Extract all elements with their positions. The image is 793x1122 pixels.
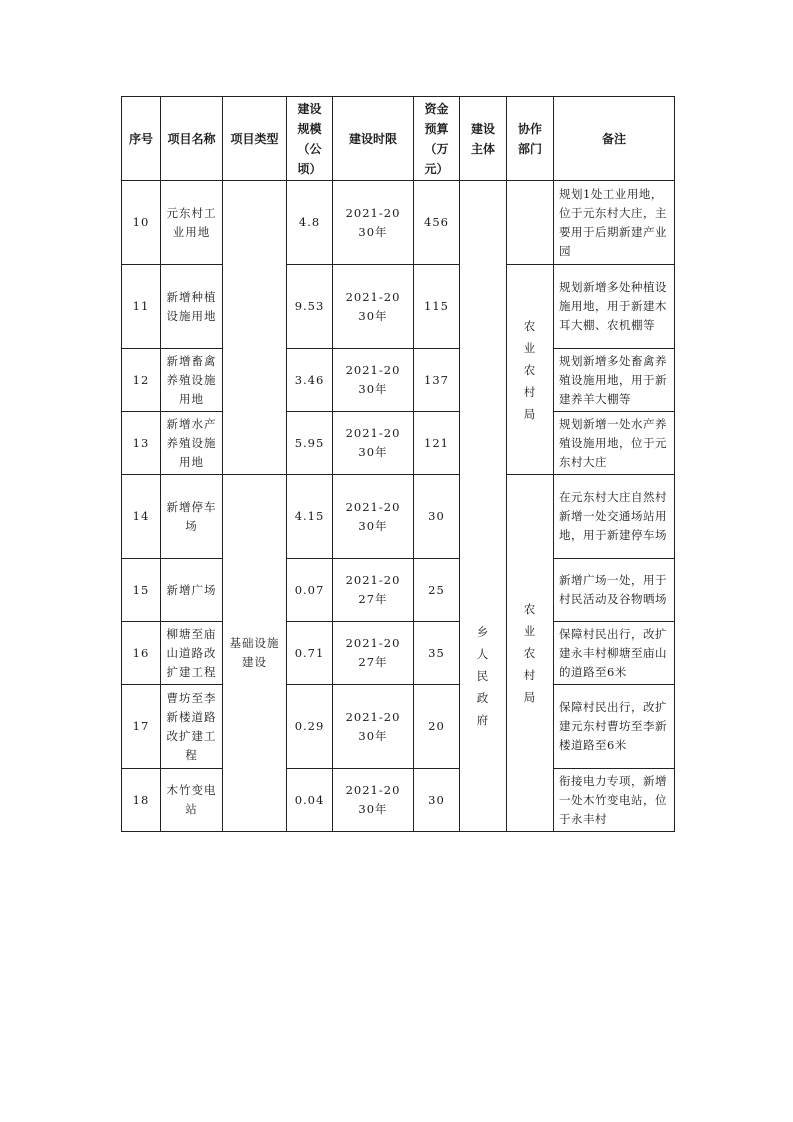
cell-period: 2021-2030年 (333, 265, 414, 349)
cell-seq: 15 (122, 559, 161, 622)
header-owner: 建设主体 (460, 97, 507, 181)
cell-note: 衔接电力专项，新增一处木竹变电站，位于永丰村 (554, 769, 675, 832)
cell-type-group: 基础设施建设 (223, 475, 287, 832)
cell-scale: 5.95 (287, 412, 333, 475)
cell-scale: 0.29 (287, 685, 333, 769)
cell-period: 2021-2027年 (333, 559, 414, 622)
cell-coop-empty (507, 181, 554, 265)
cell-scale: 4.8 (287, 181, 333, 265)
cell-seq: 14 (122, 475, 161, 559)
header-period: 建设时限 (333, 97, 414, 181)
table-row (122, 559, 675, 622)
cell-note: 保障村民出行，改扩建元东村曹坊至李新楼道路至6米 (554, 685, 675, 769)
cell-note: 规划新增多处种植设施用地，用于新建木耳大棚、农机棚等 (554, 265, 675, 349)
header-row (122, 97, 675, 181)
table-row (122, 412, 675, 475)
cell-scale: 0.04 (287, 769, 333, 832)
cell-type-group (223, 181, 287, 475)
cell-period: 2021-2030年 (333, 685, 414, 769)
cell-period: 2021-2030年 (333, 181, 414, 265)
project-table (121, 96, 675, 832)
cell-name: 新增停车场 (161, 475, 223, 559)
table-row (122, 181, 675, 265)
cell-scale: 3.46 (287, 349, 333, 412)
header-budget: 资金预算（万元） (414, 97, 460, 181)
cell-scale: 0.07 (287, 559, 333, 622)
cell-budget: 30 (414, 475, 460, 559)
cell-name: 柳塘至庙山道路改扩建工程 (161, 622, 223, 685)
cell-period: 2021-2027年 (333, 622, 414, 685)
table-row (122, 349, 675, 412)
cell-name: 木竹变电站 (161, 769, 223, 832)
cell-seq: 16 (122, 622, 161, 685)
cell-name: 元东村工业用地 (161, 181, 223, 265)
cell-period: 2021-2030年 (333, 412, 414, 475)
cell-budget: 456 (414, 181, 460, 265)
cell-scale: 9.53 (287, 265, 333, 349)
cell-budget: 121 (414, 412, 460, 475)
header-scale: 建设规模（公顷） (287, 97, 333, 181)
cell-budget: 115 (414, 265, 460, 349)
cell-note: 规划新增多处畜禽养殖设施用地，用于新建养羊大棚等 (554, 349, 675, 412)
cell-seq: 17 (122, 685, 161, 769)
header-note: 备注 (554, 97, 675, 181)
cell-name: 曹坊至李新楼道路改扩建工程 (161, 685, 223, 769)
table-row (122, 622, 675, 685)
cell-seq: 11 (122, 265, 161, 349)
header-name: 项目名称 (161, 97, 223, 181)
cell-scale: 0.71 (287, 622, 333, 685)
cell-budget: 20 (414, 685, 460, 769)
cell-budget: 35 (414, 622, 460, 685)
cell-name: 新增种植设施用地 (161, 265, 223, 349)
cell-scale: 4.15 (287, 475, 333, 559)
cell-note: 规划1处工业用地，位于元东村大庄，主要用于后期新建产业园 (554, 181, 675, 265)
table-row (122, 475, 675, 559)
cell-seq: 13 (122, 412, 161, 475)
table-row (122, 265, 675, 349)
cell-seq: 10 (122, 181, 161, 265)
cell-seq: 18 (122, 769, 161, 832)
cell-budget: 137 (414, 349, 460, 412)
cell-name: 新增畜禽养殖设施用地 (161, 349, 223, 412)
cell-note: 新增广场一处，用于村民活动及谷物晒场 (554, 559, 675, 622)
cell-budget: 25 (414, 559, 460, 622)
header-seq: 序号 (122, 97, 161, 181)
cell-note: 在元东村大庄自然村新增一处交通场站用地，用于新建停车场 (554, 475, 675, 559)
cell-coop-group: 农业农村局 (507, 265, 554, 475)
cell-name: 新增水产养殖设施用地 (161, 412, 223, 475)
table-row (122, 769, 675, 832)
table-row (122, 685, 675, 769)
cell-seq: 12 (122, 349, 161, 412)
cell-name: 新增广场 (161, 559, 223, 622)
cell-period: 2021-2030年 (333, 769, 414, 832)
cell-period: 2021-2030年 (333, 475, 414, 559)
cell-period: 2021-2030年 (333, 349, 414, 412)
cell-coop-group: 农业农村局 (507, 475, 554, 832)
cell-budget: 30 (414, 769, 460, 832)
cell-note: 保障村民出行，改扩建永丰村柳塘至庙山的道路至6米 (554, 622, 675, 685)
header-type: 项目类型 (223, 97, 287, 181)
cell-owner-group: 乡人民政府 (460, 181, 507, 832)
header-coop: 协作部门 (507, 97, 554, 181)
cell-note: 规划新增一处水产养殖设施用地，位于元东村大庄 (554, 412, 675, 475)
